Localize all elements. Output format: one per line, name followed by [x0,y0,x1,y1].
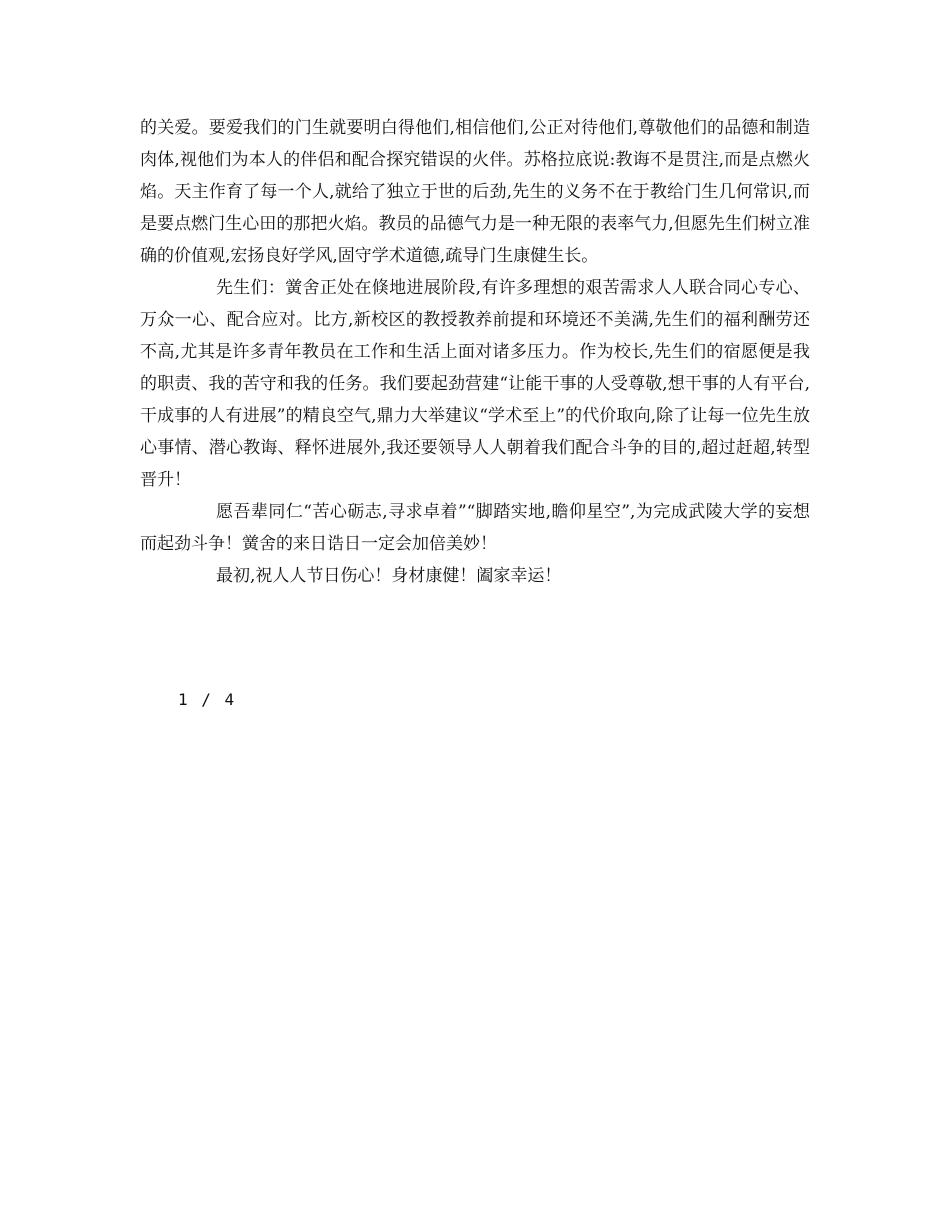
paragraph-care: 的关爱。要爱我们的门生就要明白得他们,相信他们,公正对待他们,尊敬他们的品德和制造肉体,视他们为本人的伴侣和配合探究错误的火伴。苏格拉底说:教诲不是贯注,而是点燃火焰。天主作育了每一个人,就给了独立于世的后劲,先生的义务不在于教给门生几何常识,而是要点燃门生心田的那把火焰。教员的品德气力是一种无限的表率气力,但愿先生们树立准确的价值观,宏扬良好学风,固守学术道德,疏导门生康健生长。 [140,118,810,266]
paragraph-closing: 最初,祝人人节日伤心！身材康健！阖家幸运！ [216,566,562,586]
paragraph-teachers: 先生们：黉舍正处在倏地进展阶段,有许多理想的艰苦需求人人联合同心专心、万众一心、配合应对。比方,新校区的教授教养前提和环境还不美满,先生们的福利酬劳还不高,尤其是许多青年教员在工作和生活上面对诸多压力。作为校长,先生们的宿愿便是我的职责、我的苦守和我的任务。我们要起劲营建“让能干事的人受尊敬,想干事的人有平台,干成事的人有进展”的精良空气,鼎力大举建议“学术至上”的代价取向,除了让每一位先生放心事情、潜心教诲、释怀进展外,我还要领导人人朝着我们配合斗争的目的,超过赶超,转型晋升！ [140,278,810,490]
document-body [140,112,810,592]
paragraph-wish: 愿吾辈同仁“苦心砺志,寻求卓着”“脚踏实地,瞻仰星空”,为完成武陵大学的妄想而起劲斗争！黉舍的来日诰日一定会加倍美妙！ [140,502,810,554]
page-number: 1 / 4 [178,690,237,709]
